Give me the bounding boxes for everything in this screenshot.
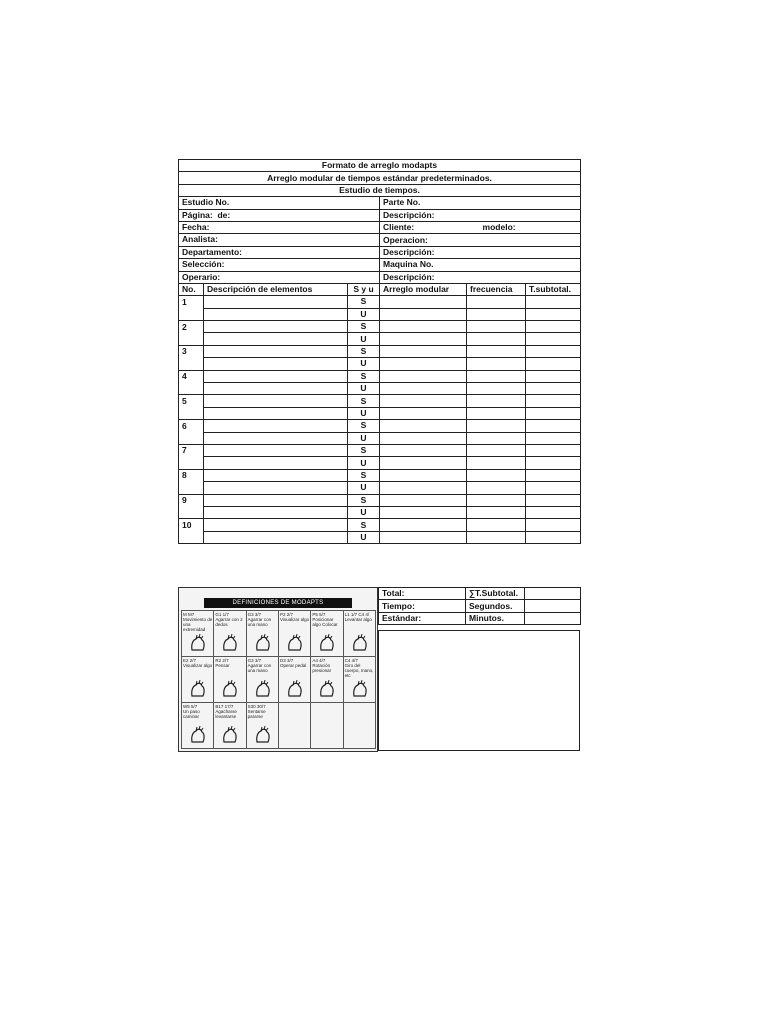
totals-box — [378, 587, 580, 625]
row-number-cell: 3 — [179, 345, 204, 357]
definition-cell — [182, 703, 214, 749]
definition-code: W5 5/7 — [183, 704, 198, 709]
definition-text: Sentarse pararse — [247, 709, 266, 719]
frecuencia-cell[interactable] — [467, 494, 526, 506]
definition-cell — [182, 611, 214, 657]
subtotal-cell[interactable] — [526, 469, 581, 481]
arreglo-cell[interactable] — [380, 395, 467, 407]
row-number-cell: 5 — [179, 395, 204, 407]
estudio-no-field[interactable]: Estudio No. — [179, 197, 380, 209]
definition-cell — [279, 611, 311, 657]
frecuencia-cell[interactable] — [467, 519, 526, 531]
definition-cell — [344, 611, 376, 657]
syu-cell: S — [348, 494, 380, 506]
arreglo-cell[interactable] — [380, 420, 467, 432]
hand-illustration-icon — [285, 632, 305, 652]
definition-cell — [344, 657, 376, 703]
arreglo-cell[interactable] — [380, 383, 467, 395]
analista-field[interactable]: Analista: — [179, 234, 380, 246]
syu-cell: U — [348, 506, 380, 518]
minutos-value-cell[interactable] — [525, 612, 581, 624]
syu-cell: U — [348, 308, 380, 320]
frecuencia-cell[interactable] — [467, 383, 526, 395]
definition-code: B17 17/7 — [215, 704, 234, 709]
hand-illustration-icon — [317, 632, 337, 652]
subtotal-cell[interactable] — [526, 494, 581, 506]
table-row — [179, 444, 581, 456]
arreglo-cell[interactable] — [380, 506, 467, 518]
row-number-cell — [179, 308, 204, 320]
row-number-cell — [179, 457, 204, 469]
form-study-label: Estudio de tiempos. — [179, 184, 581, 196]
subtotal-cell[interactable] — [526, 407, 581, 419]
frecuencia-cell[interactable] — [467, 333, 526, 345]
row-number-cell — [179, 506, 204, 518]
subtotal-cell[interactable] — [526, 482, 581, 494]
arreglo-cell[interactable] — [380, 469, 467, 481]
minutos-label: Minutos. — [466, 612, 525, 624]
syu-cell: U — [348, 531, 380, 543]
table-row — [179, 333, 581, 345]
descripcion-cell[interactable] — [204, 383, 348, 395]
modelo-label: modelo: — [482, 222, 516, 233]
descripcion-cell[interactable] — [204, 420, 348, 432]
descripcion-cell[interactable] — [204, 494, 348, 506]
definition-cell — [311, 611, 343, 657]
subtotal-cell[interactable] — [526, 395, 581, 407]
pagina-field[interactable] — [179, 209, 380, 221]
total-value-cell[interactable] — [525, 588, 581, 600]
hand-illustration-icon — [220, 724, 240, 744]
row-number-cell — [179, 333, 204, 345]
arreglo-cell[interactable] — [380, 345, 467, 357]
subtotal-cell[interactable] — [526, 308, 581, 320]
descripcion-cell[interactable] — [204, 457, 348, 469]
definition-code: L1 1/7 C4 4/ — [344, 612, 370, 617]
arreglo-cell[interactable] — [380, 308, 467, 320]
definition-text: Movimiento de una extremidad — [183, 617, 213, 632]
table-row — [179, 345, 581, 357]
estandar-label: Estándar: — [379, 612, 466, 624]
syu-cell: S — [348, 395, 380, 407]
descripcion-cell[interactable] — [204, 345, 348, 357]
definition-text: Rotación presionar — [312, 663, 332, 673]
descripcion-cell[interactable] — [204, 469, 348, 481]
hand-illustration-icon — [285, 678, 305, 698]
descripcion-cell[interactable] — [204, 407, 348, 419]
syu-cell: U — [348, 457, 380, 469]
hand-illustration-icon — [253, 724, 273, 744]
arreglo-cell[interactable] — [380, 482, 467, 494]
form-table — [178, 159, 581, 544]
definition-text: Agacharse levantarse — [215, 709, 237, 719]
subtotal-cell[interactable] — [526, 370, 581, 382]
sum-subtotal-label: ∑T.Subtotal. — [466, 588, 525, 600]
hand-illustration-icon — [188, 678, 208, 698]
definition-code: G3 3/7 — [247, 612, 262, 617]
definition-code: D3 3/7 — [279, 658, 294, 663]
descripcion-cell[interactable] — [204, 358, 348, 370]
subtotal-cell[interactable] — [526, 296, 581, 308]
syu-cell: S — [348, 345, 380, 357]
definition-cell — [311, 657, 343, 703]
descripcion-cell[interactable] — [204, 308, 348, 320]
frecuencia-cell[interactable] — [467, 358, 526, 370]
row-number-cell — [179, 432, 204, 444]
arreglo-cell[interactable] — [380, 531, 467, 543]
descripcion-field-1[interactable]: Descripción: — [380, 209, 581, 221]
frecuencia-cell[interactable] — [467, 345, 526, 357]
descripcion-cell[interactable] — [204, 519, 348, 531]
hand-illustration-icon — [253, 632, 273, 652]
definition-cell — [182, 657, 214, 703]
col-header-frecuencia: frecuencia — [467, 283, 526, 295]
definition-code: P2 2/7 — [279, 612, 293, 617]
descripcion-cell[interactable] — [204, 444, 348, 456]
table-row — [179, 457, 581, 469]
subtotal-cell[interactable] — [526, 444, 581, 456]
definition-text: Agarrar con una mano — [247, 663, 272, 673]
definition-text: Visualizar algo — [279, 617, 310, 622]
frecuencia-cell[interactable] — [467, 506, 526, 518]
row-number-cell — [179, 482, 204, 494]
row-number-cell: 2 — [179, 321, 204, 333]
hand-illustration-icon — [220, 678, 240, 698]
table-row — [179, 321, 581, 333]
hand-illustration-icon — [188, 632, 208, 652]
table-row — [179, 370, 581, 382]
definition-code: P5 5/7 — [312, 612, 326, 617]
subtotal-cell[interactable] — [526, 321, 581, 333]
totals-table — [378, 587, 581, 625]
col-header-arreglo: Arreglo modular — [380, 283, 467, 295]
syu-cell: U — [348, 383, 380, 395]
table-row — [179, 383, 581, 395]
definition-cell — [247, 657, 279, 703]
frecuencia-cell[interactable] — [467, 531, 526, 543]
frecuencia-cell[interactable] — [467, 321, 526, 333]
table-row — [179, 531, 581, 543]
departamento-field[interactable]: Departamento: — [179, 246, 380, 258]
definition-code: G1 1/7 — [215, 612, 229, 617]
definitions-title: DEFINICIONES DE MODAPTS — [204, 598, 352, 608]
subtotal-cell[interactable] — [526, 519, 581, 531]
hand-illustration-icon — [350, 632, 370, 652]
descripcion-cell[interactable] — [204, 432, 348, 444]
descripcion-cell[interactable] — [204, 395, 348, 407]
syu-cell: U — [348, 333, 380, 345]
definition-text: Visualizar algo — [183, 663, 213, 668]
pagina-label: Página: — [182, 209, 213, 220]
hand-illustration-icon — [220, 632, 240, 652]
hand-illustration-icon — [253, 678, 273, 698]
definition-text: Operar pedal — [279, 663, 307, 668]
descripcion-cell[interactable] — [204, 506, 348, 518]
definition-text: Pensar — [215, 663, 230, 668]
syu-cell: U — [348, 482, 380, 494]
syu-cell: S — [348, 321, 380, 333]
row-number-cell — [179, 358, 204, 370]
hand-illustration-icon — [317, 678, 337, 698]
hand-illustration-icon — [188, 724, 208, 744]
syu-cell: U — [348, 407, 380, 419]
table-row — [179, 308, 581, 320]
table-row — [179, 395, 581, 407]
row-number-cell: 4 — [179, 370, 204, 382]
descripcion-cell[interactable] — [204, 321, 348, 333]
definition-text: Agarrar con 2 dedos — [215, 617, 243, 627]
arreglo-cell[interactable] — [380, 457, 467, 469]
form-subtitle: Arreglo modular de tiempos estándar predeterminados. — [179, 172, 581, 184]
table-header-row — [179, 283, 581, 295]
table-row — [179, 296, 581, 308]
subtotal-cell[interactable] — [526, 420, 581, 432]
row-number-cell: 9 — [179, 494, 204, 506]
table-row — [179, 482, 581, 494]
subtotal-cell[interactable] — [526, 383, 581, 395]
descripcion-cell[interactable] — [204, 370, 348, 382]
cliente-field[interactable] — [380, 221, 581, 233]
segundos-label: Segundos. — [466, 600, 525, 612]
operacion-field[interactable]: Operacion: — [380, 234, 581, 246]
descripcion-cell[interactable] — [204, 333, 348, 345]
table-row — [179, 494, 581, 506]
frecuencia-cell[interactable] — [467, 444, 526, 456]
definition-cell — [279, 657, 311, 703]
hand-illustration-icon — [350, 678, 370, 698]
row-number-cell — [179, 531, 204, 543]
definition-code: M M7 — [183, 612, 195, 617]
definition-code: R2 2/7 — [215, 658, 229, 663]
definition-cell — [247, 703, 279, 749]
tiempo-label: Tiempo: — [379, 600, 466, 612]
definition-text: Agarrar con una mano — [247, 617, 272, 627]
syu-cell: U — [348, 358, 380, 370]
definition-code: S30 30/7 — [247, 704, 266, 709]
syu-cell: S — [348, 519, 380, 531]
maquina-no-field[interactable]: Maquina No. — [380, 259, 581, 271]
operario-field[interactable]: Operario: — [179, 271, 380, 283]
modapts-form — [178, 159, 580, 544]
notes-box[interactable] — [378, 630, 580, 751]
row-number-cell — [179, 407, 204, 419]
subtotal-cell[interactable] — [526, 531, 581, 543]
subtotal-cell[interactable] — [526, 457, 581, 469]
parte-no-field[interactable]: Parte No. — [380, 197, 581, 209]
col-header-descripcion: Descripción de elementos — [204, 283, 348, 295]
col-header-syu: S y u — [348, 283, 380, 295]
arreglo-cell[interactable] — [380, 407, 467, 419]
frecuencia-cell[interactable] — [467, 432, 526, 444]
syu-cell: U — [348, 432, 380, 444]
table-row — [179, 420, 581, 432]
frecuencia-cell[interactable] — [467, 308, 526, 320]
table-row — [179, 469, 581, 481]
syu-cell: S — [348, 469, 380, 481]
arreglo-cell[interactable] — [380, 432, 467, 444]
row-number-cell: 8 — [179, 469, 204, 481]
arreglo-cell[interactable] — [380, 321, 467, 333]
subtotal-cell[interactable] — [526, 358, 581, 370]
definitions-grid — [181, 610, 376, 749]
bottom-section — [178, 587, 580, 750]
arreglo-cell[interactable] — [380, 358, 467, 370]
subtotal-cell[interactable] — [526, 345, 581, 357]
definition-cell — [214, 611, 246, 657]
arreglo-cell[interactable] — [380, 444, 467, 456]
syu-cell: S — [348, 420, 380, 432]
table-row — [179, 506, 581, 518]
descripcion-cell[interactable] — [204, 531, 348, 543]
definition-code: G3 3/7 — [247, 658, 262, 663]
seleccion-field[interactable]: Selección: — [179, 259, 380, 271]
row-number-cell: 1 — [179, 296, 204, 308]
descripcion-cell[interactable] — [204, 482, 348, 494]
frecuencia-cell[interactable] — [467, 469, 526, 481]
table-row — [179, 519, 581, 531]
col-header-no: No. — [179, 283, 204, 295]
subtotal-cell[interactable] — [526, 333, 581, 345]
row-number-cell: 6 — [179, 420, 204, 432]
syu-cell: S — [348, 370, 380, 382]
frecuencia-cell[interactable] — [467, 420, 526, 432]
definition-cell — [214, 657, 246, 703]
frecuencia-cell[interactable] — [467, 457, 526, 469]
fecha-field[interactable]: Fecha: — [179, 221, 380, 233]
row-number-cell: 7 — [179, 444, 204, 456]
arreglo-cell[interactable] — [380, 296, 467, 308]
definition-cell — [279, 703, 311, 749]
cliente-label: Cliente: — [383, 222, 415, 233]
definition-text: Un paso caminar — [183, 709, 200, 719]
frecuencia-cell[interactable] — [467, 407, 526, 419]
definition-text: Posicionar algo Colocar — [312, 617, 338, 627]
syu-cell: S — [348, 444, 380, 456]
definition-code: A4 4/7 — [312, 658, 326, 663]
definition-cell — [344, 703, 376, 749]
segundos-value-cell[interactable] — [525, 600, 581, 612]
col-header-subtotal: T.subtotal. — [526, 283, 581, 295]
table-row — [179, 432, 581, 444]
form-title: Formato de arreglo modapts — [179, 160, 581, 172]
descripcion-cell[interactable] — [204, 296, 348, 308]
frecuencia-cell[interactable] — [467, 395, 526, 407]
table-row — [179, 407, 581, 419]
total-label: Total: — [379, 588, 466, 600]
descripcion-field-2[interactable]: Descripción: — [380, 246, 581, 258]
arreglo-cell[interactable] — [380, 519, 467, 531]
definition-cell — [214, 703, 246, 749]
syu-cell: S — [348, 296, 380, 308]
subtotal-cell[interactable] — [526, 506, 581, 518]
arreglo-cell[interactable] — [380, 494, 467, 506]
table-row — [179, 358, 581, 370]
de-label: de: — [217, 209, 231, 220]
definition-text: Levantar algo — [344, 617, 372, 622]
descripcion-field-3[interactable]: Descripción: — [380, 271, 581, 283]
definition-code: C4 4/7 — [344, 658, 358, 663]
frecuencia-cell[interactable] — [467, 370, 526, 382]
definition-cell — [311, 703, 343, 749]
frecuencia-cell[interactable] — [467, 482, 526, 494]
row-number-cell — [179, 383, 204, 395]
subtotal-cell[interactable] — [526, 432, 581, 444]
modapts-definitions-chart — [178, 587, 378, 752]
definition-code: E2 2/7 — [183, 658, 197, 663]
row-number-cell: 10 — [179, 519, 204, 531]
definition-cell — [247, 611, 279, 657]
arreglo-cell[interactable] — [380, 333, 467, 345]
arreglo-cell[interactable] — [380, 370, 467, 382]
definition-text: Giro del cuerpo, mano, etc — [344, 663, 374, 678]
frecuencia-cell[interactable] — [467, 296, 526, 308]
